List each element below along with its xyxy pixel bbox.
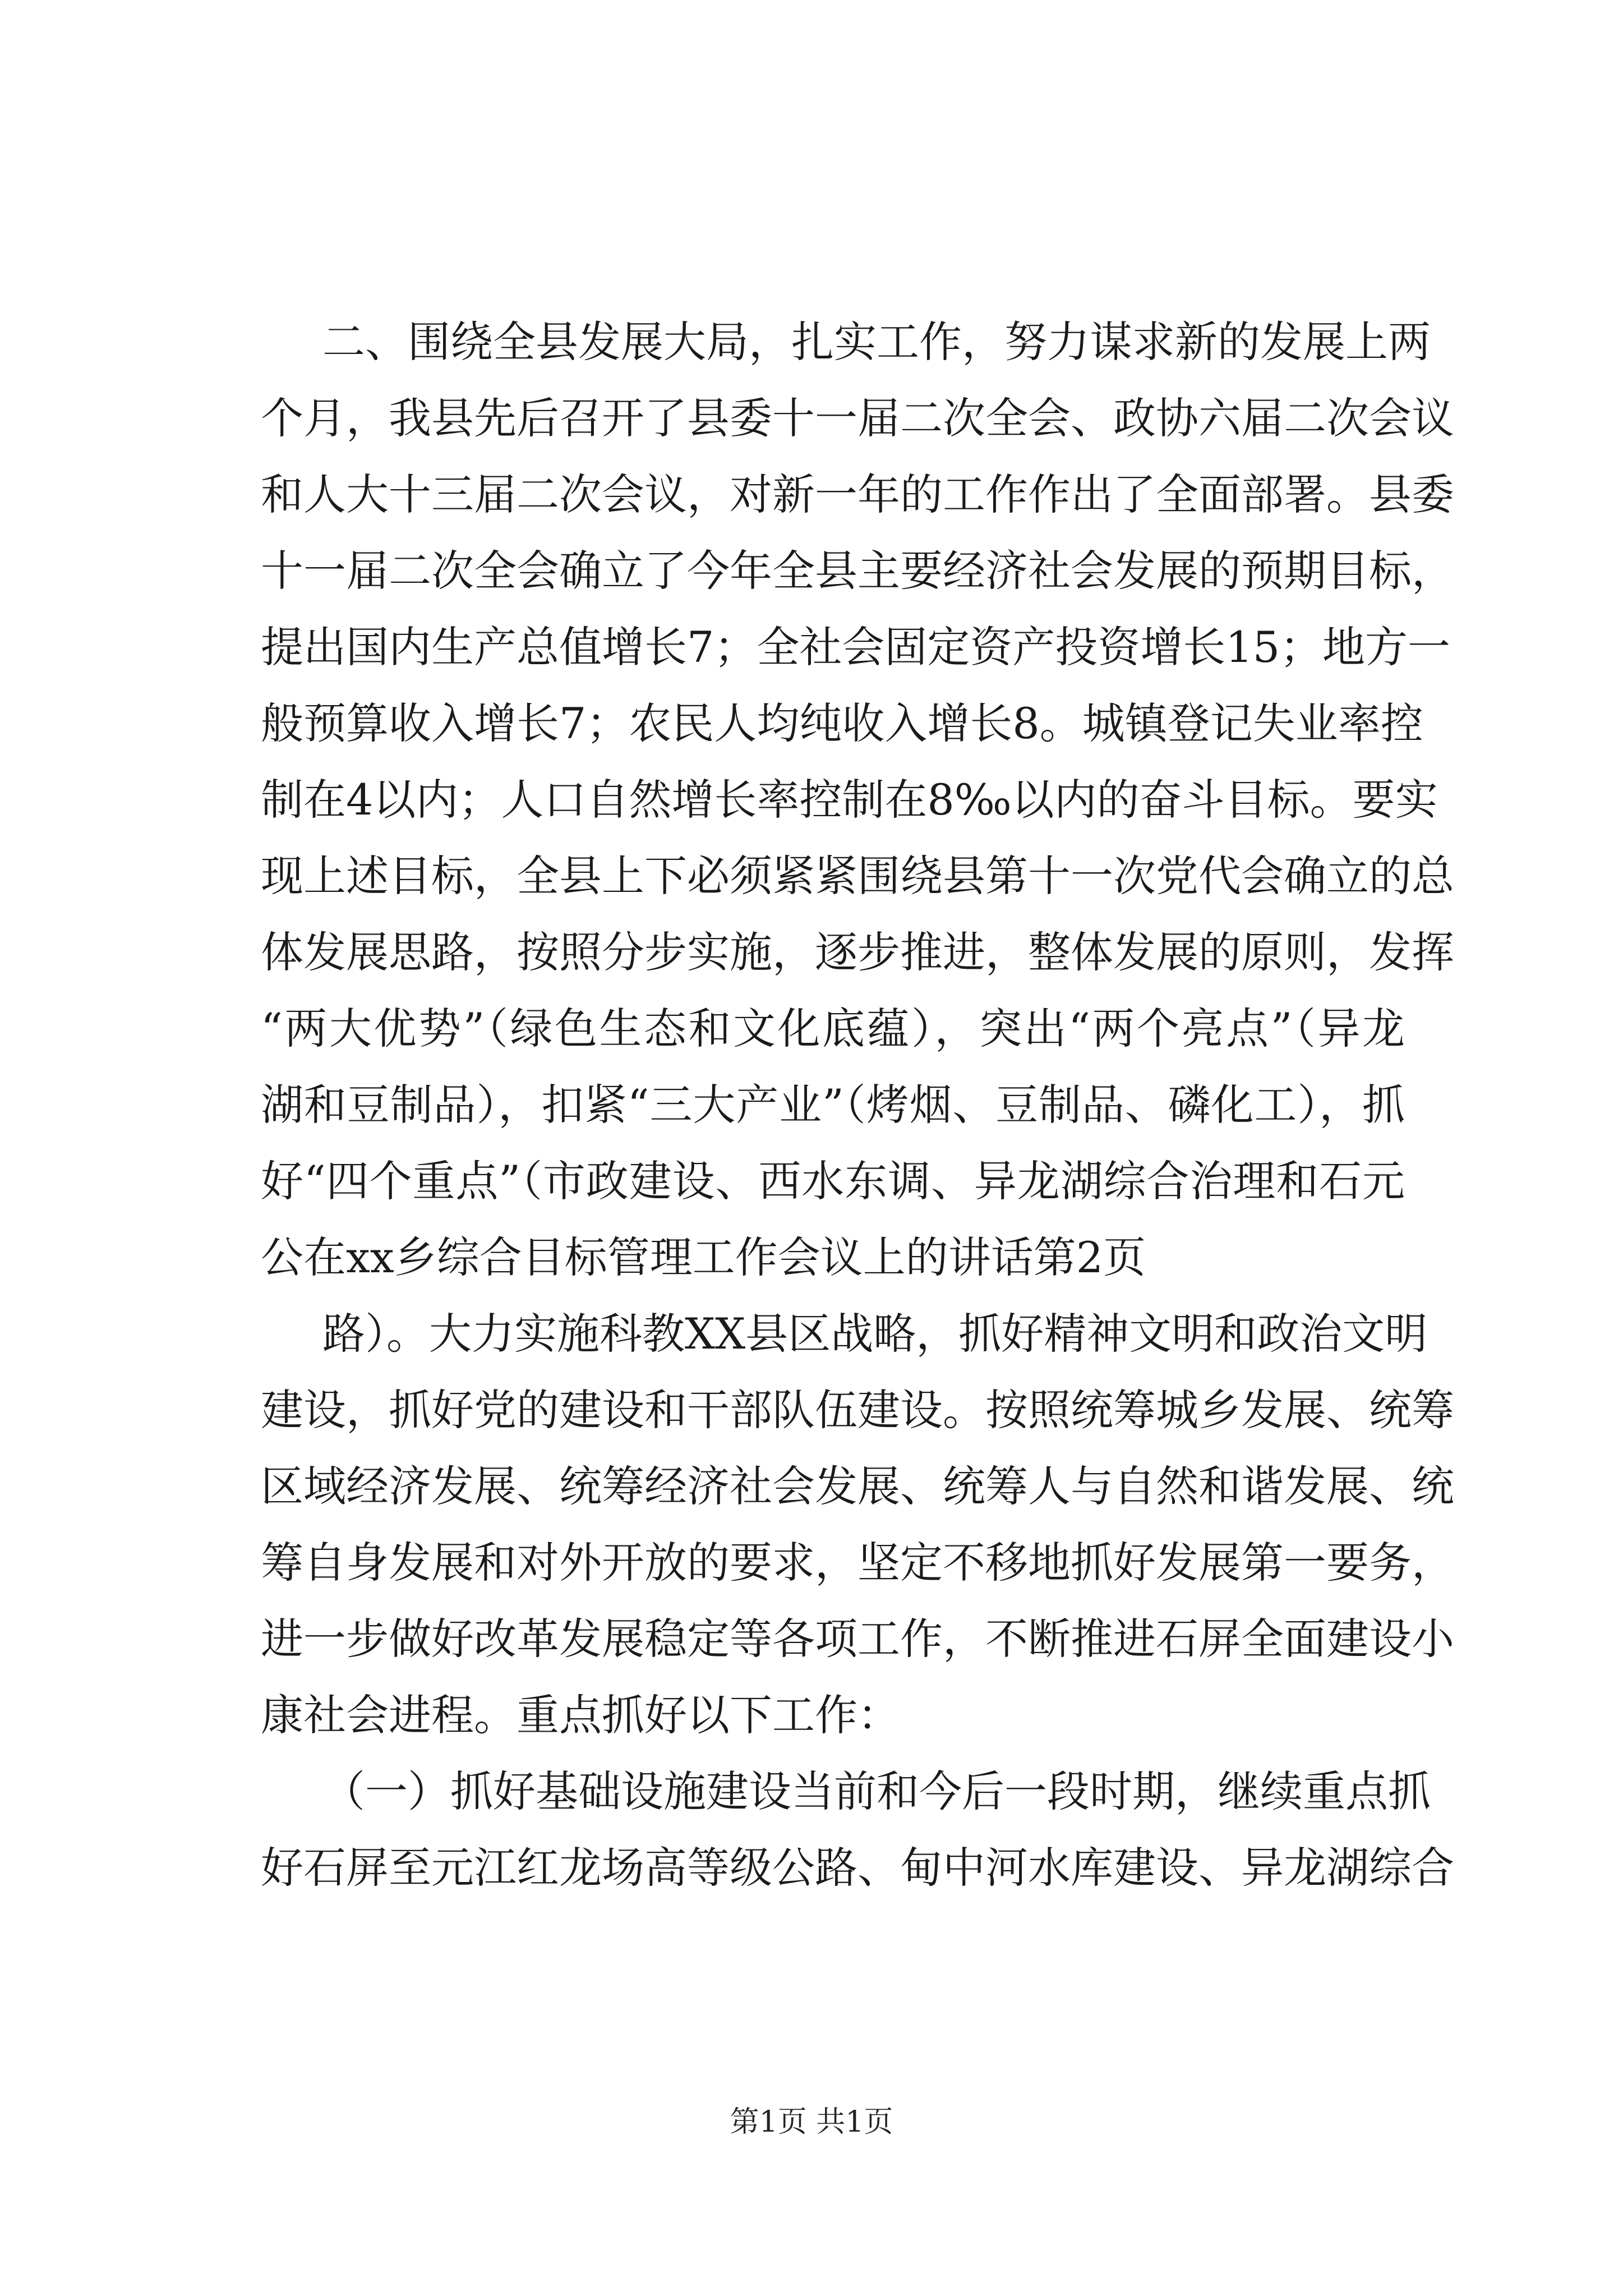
- text-line: 区域经济发展、统筹经济社会发展、统筹人与自然和谐发展、统: [261, 1461, 1454, 1511]
- text-line: 好石屏至元江红龙场高等级公路、甸中河水库建设、异龙湖综合: [261, 1843, 1454, 1893]
- text-line: 十一届二次全会确立了今年全县主要经济社会发展的预期目标，: [261, 546, 1454, 596]
- text-line: 好“四个重点”（市政建设、西水东调、异龙湖综合治理和石元: [261, 1156, 1405, 1206]
- text-line: 康社会进程。重点抓好以下工作：: [261, 1690, 900, 1740]
- text-line: 二、围绕全县发展大局，扎实工作，努力谋求新的发展上两: [322, 317, 1431, 367]
- text-line: “两大优势”（绿色生态和文化底蕴），突出“两个亮点”（异龙: [261, 1004, 1405, 1053]
- text-line: 般预算收入增长7；农民人均纯收入增长8。城镇登记失业率控: [261, 698, 1423, 748]
- text-line: 建设，抓好党的建设和干部队伍建设。按照统筹城乡发展、统筹: [261, 1385, 1454, 1435]
- text-line: 体发展思路，按照分步实施，逐步推进，整体发展的原则，发挥: [261, 927, 1454, 977]
- text-line: 个月，我县先后召开了县委十一届二次全会、政协六届二次会议: [261, 393, 1454, 443]
- page-footer: 第1页 共1页: [730, 2105, 893, 2139]
- text-line: 和人大十三届二次会议，对新一年的工作作出了全面部署。县委: [261, 470, 1454, 519]
- page-header-note: 公在xx乡综合目标管理工作会议上的讲话第2页: [261, 1232, 1146, 1282]
- text-line: 筹自身发展和对外开放的要求，坚定不移地抓好发展第一要务，: [261, 1538, 1454, 1588]
- text-line: 提出国内生产总值增长7；全社会固定资产投资增长15；地方一: [261, 622, 1451, 672]
- text-line: 路）。大力实施科教XX县区战略，抓好精神文明和政治文明: [322, 1309, 1428, 1359]
- text-line: 现上述目标，全县上下必须紧紧围绕县第十一次党代会确立的总: [261, 851, 1454, 901]
- text-line: 湖和豆制品），扣紧“三大产业”（烤烟、豆制品、磷化工），抓: [261, 1080, 1405, 1130]
- section-heading-line: （一）抓好基础设施建设当前和今后一段时期，继续重点抓: [322, 1766, 1431, 1816]
- text-line: 制在4以内；人口自然增长率控制在8‰以内的奋斗目标。要实: [261, 775, 1438, 825]
- text-line: 进一步做好改革发展稳定等各项工作，不断推进石屏全面建设小: [261, 1614, 1454, 1664]
